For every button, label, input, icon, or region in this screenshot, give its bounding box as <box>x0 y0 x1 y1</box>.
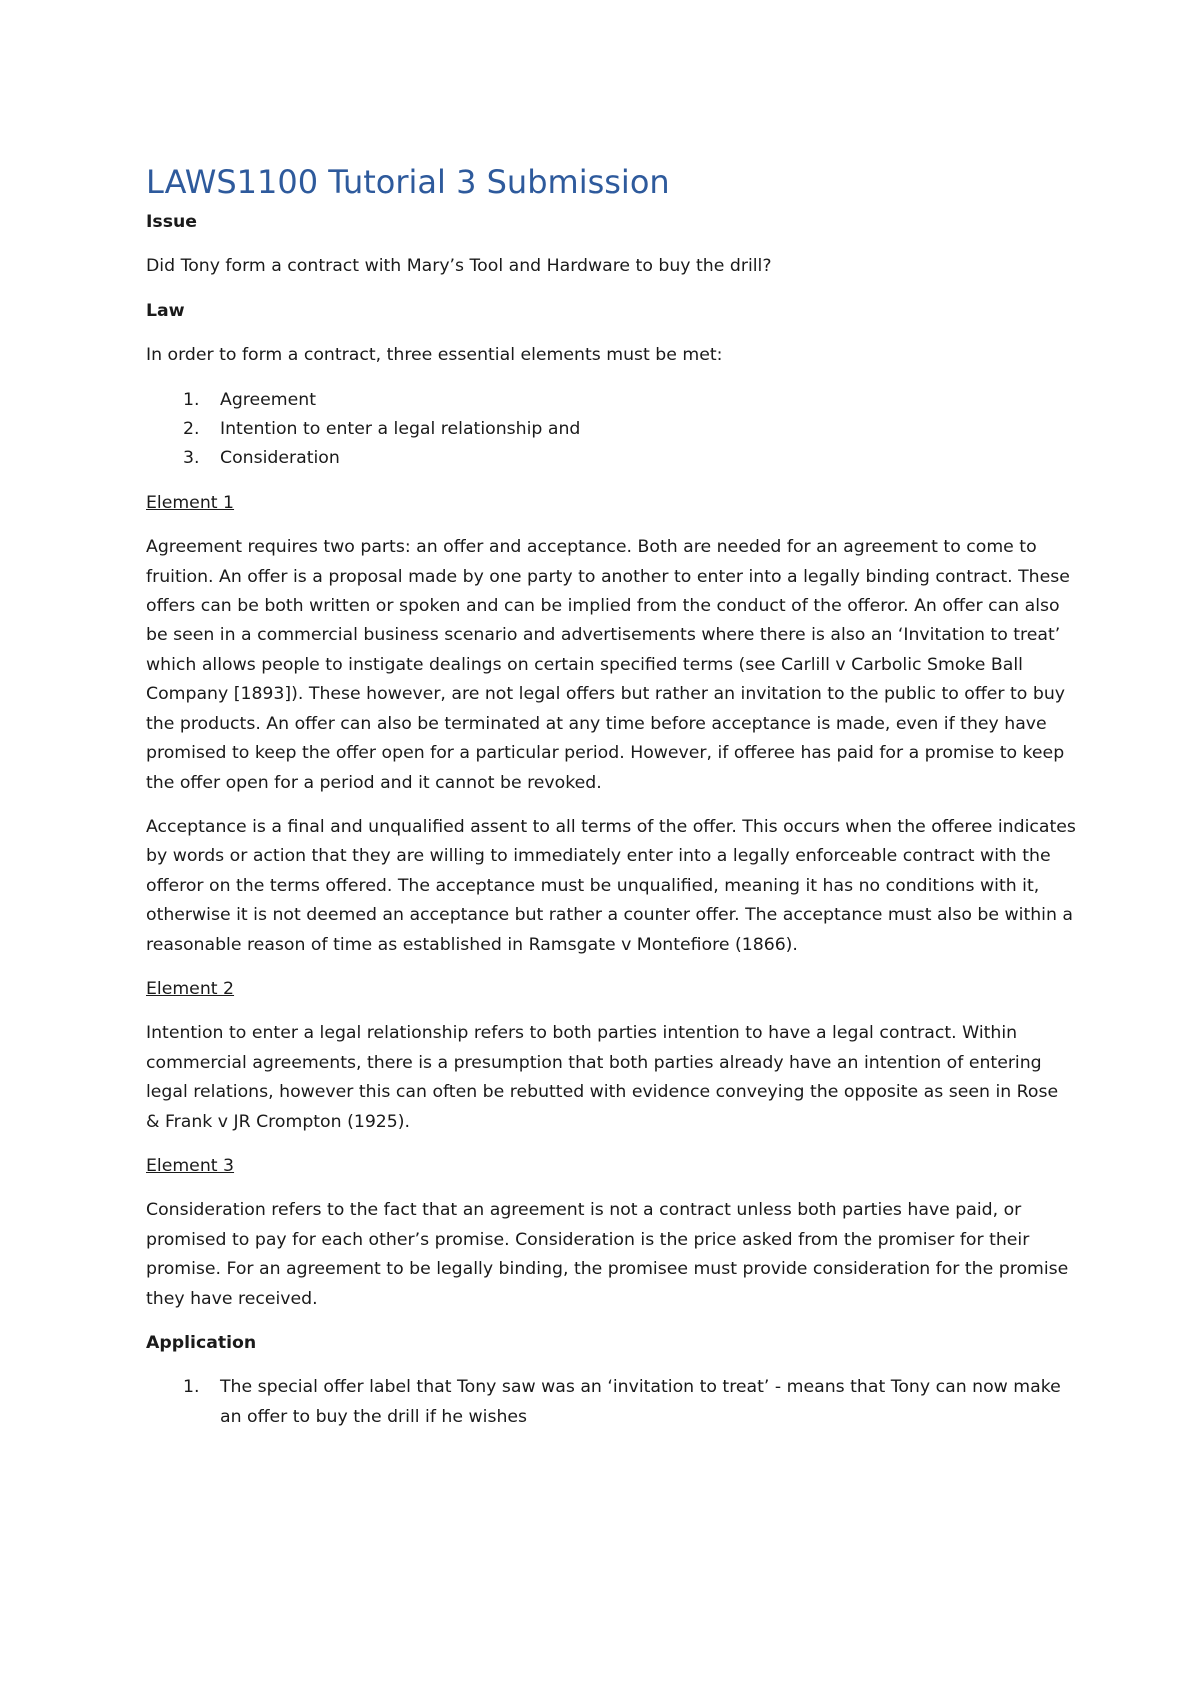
list-item <box>146 386 1076 415</box>
law-heading: Law <box>146 300 185 321</box>
application-heading: Application <box>146 1333 257 1353</box>
issue-text: Did Tony form a contract with Mary’s Tool and Hardware to buy the drill? <box>146 256 772 277</box>
list-item <box>146 415 1076 444</box>
element-1-heading: Element 1 <box>146 492 235 513</box>
application-list <box>146 1373 1076 1432</box>
issue-heading: Issue <box>146 212 198 232</box>
element-2-paragraph: Intention to enter a legal relationship refers to both parties intention to have a legal contract. Within commercial agreements, there is a presumption that both parties already have an intention of entering legal relations, however this can often be rebutted with evidence conveying the opposite as seen in Rose & Frank v JR Crompton (1925). <box>146 1023 1059 1132</box>
elements-list <box>146 386 1076 474</box>
list-item-text: The special offer label that Tony saw was an ‘invitation to treat’ - means that Tony can now make an offer to buy the drill if he wishes <box>220 1377 1061 1427</box>
list-number: 1. <box>183 1377 200 1398</box>
list-number: 1. <box>183 389 200 410</box>
law-intro: In order to form a contract, three essential elements must be met: <box>146 345 723 366</box>
element-1-paragraph-2: Acceptance is a final and unqualified assent to all terms of the offer. This occurs when the offeree indicates by words or action that they are willing to immediately enter into a legally enforceable contract with the offeror on the terms offered. The acceptance must be unqualified, meaning it has no conditions with it, otherwise it is not deemed an acceptance but rather a counter offer. The acceptance must also be within a reasonable reason of time as established in Ramsgate v Montefiore (1866). <box>146 816 1076 955</box>
list-number: 2. <box>183 419 200 440</box>
list-item <box>146 1373 1076 1432</box>
list-item <box>146 444 1076 473</box>
document-title: LAWS1100 Tutorial 3 Submission <box>146 163 670 201</box>
element-1-paragraph-1: Agreement requires two parts: an offer and acceptance. Both are needed for an agreement to come to fruition. An offer is a proposal made by one party to another to enter into a legally binding contract. These offers can be both written or spoken and can be implied from the conduct of the offeror. An offer can also be seen in a commercial business scenario and advertisements where there is also an ‘Invitation to treat’ which allows people to instigate dealings on certain specified terms (see Carlill v Carbolic Smoke Ball Company [1893]). These however, are not legal offers but rather an invitation to the public to offer to buy the products. An offer can also be terminated at any time before acceptance is made, even if they have promised to keep the offer open for a particular period. However, if offeree has paid for a promise to keep the offer open for a period and it cannot be revoked. <box>146 537 1070 793</box>
element-3-heading: Element 3 <box>146 1155 235 1176</box>
document-page <box>146 162 1076 1447</box>
list-number: 3. <box>183 448 200 469</box>
element-2-heading: Element 2 <box>146 978 235 999</box>
element-3-paragraph: Consideration refers to the fact that an agreement is not a contract unless both parties have paid, or promised to pay for each other’s promise. Consideration is the price asked from the promiser for their promise. For an agreement to be legally binding, the promisee must provide consideration for the promise they have received. <box>146 1200 1069 1309</box>
list-item-text: Consideration <box>220 448 340 469</box>
list-item-text: Intention to enter a legal relationship and <box>220 419 581 440</box>
list-item-text: Agreement <box>220 389 316 410</box>
